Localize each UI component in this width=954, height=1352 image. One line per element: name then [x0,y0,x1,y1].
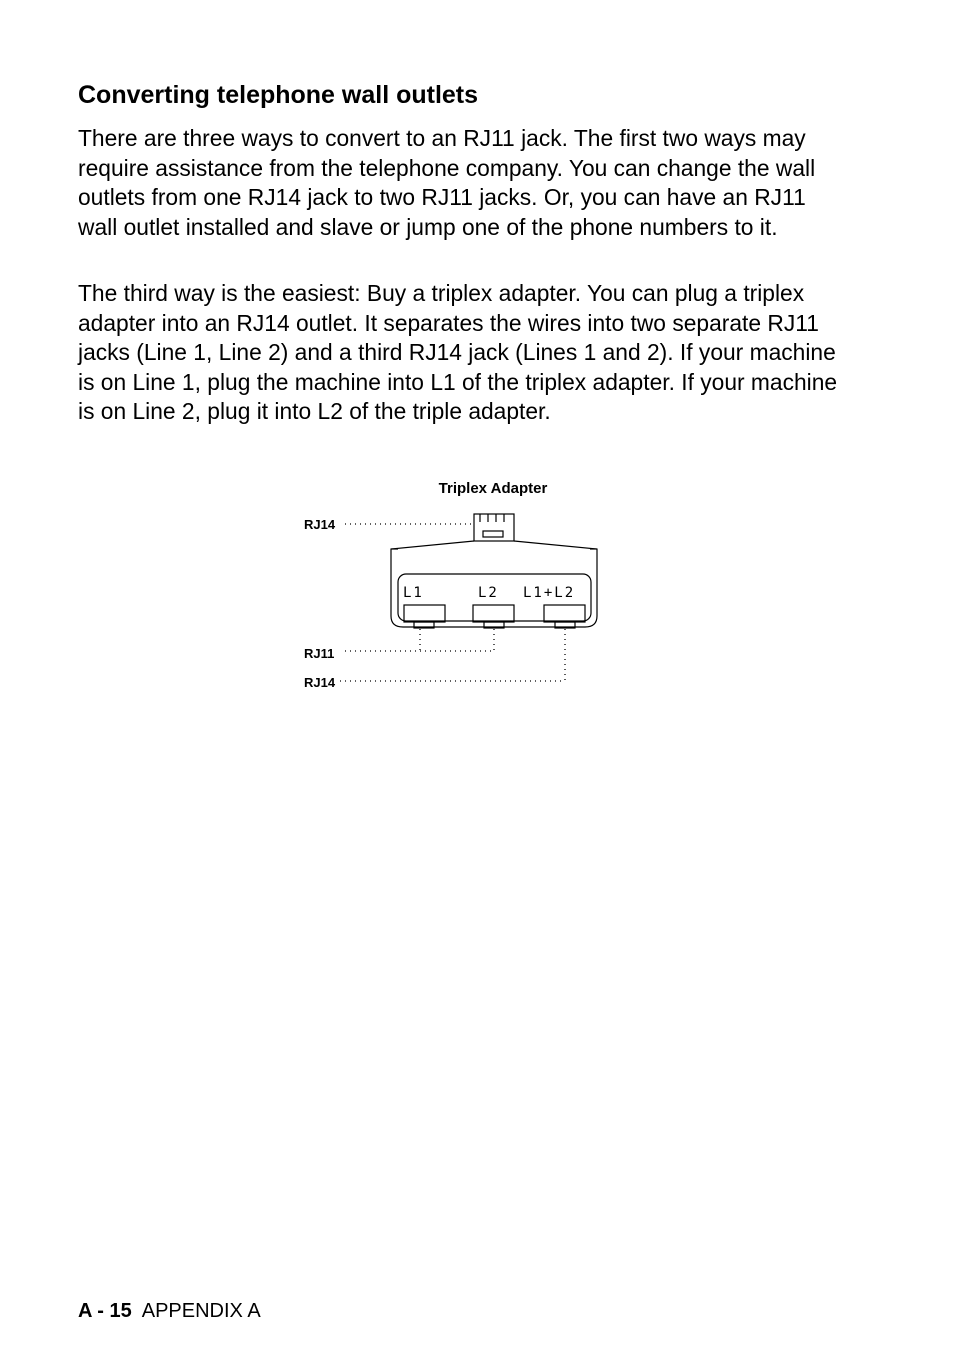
page-number: A - 15 [78,1300,132,1322]
jack-label-l1: L1 [403,585,424,601]
page-footer [78,1300,261,1323]
jack-label-l1-l2: L1+L2 [523,585,576,601]
jack-label-l2: L2 [478,585,499,601]
paragraph-2: The third way is the easiest: Buy a triplex adapter. You can plug a triplex adapter into an RJ14 outlet. It separates the wires into two separate RJ11 jacks (Line 1, Line 2) and a third RJ14 jack (Lines 1 and 2). If your machine is on Line 1, plug the machine into L1 of the triplex adapter. If your machine is on Line 2, plug it into L2 of the triple adapter. [78,280,838,424]
bottom-rj14-label: RJ14 [304,675,336,690]
triplex-adapter-diagram [290,470,630,700]
section-heading: Converting telephone wall outlets [78,81,479,109]
diagram-title: Triplex Adapter [438,480,548,497]
top-rj14-label: RJ14 [304,517,336,532]
leader-lines [340,524,565,681]
adapter-body [391,514,597,628]
rj11-label: RJ11 [304,646,335,661]
section-name: APPENDIX A [141,1300,261,1322]
paragraph-1: There are three ways to convert to an RJ11 jack. The first two ways may require assistance from the telephone company. You can change the wall outlets from one RJ14 jack to two RJ11 jacks. Or, you can have an RJ11 wall outlet installed and slave or jump one of the phone numbers to it. [78,125,816,240]
